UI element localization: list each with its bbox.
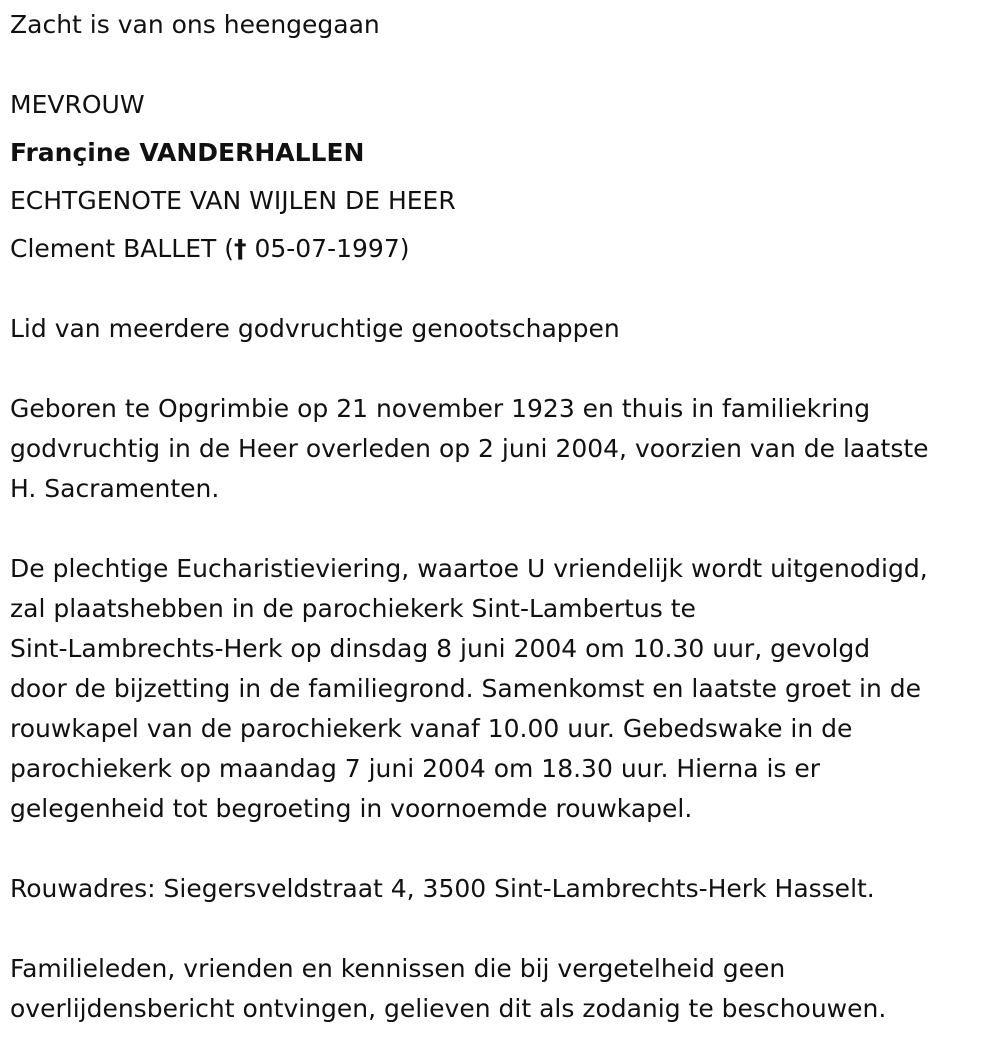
birth-line-3: H. Sacramenten. (10, 474, 220, 503)
closing-line-1: Familieleden, vrienden en kennissen die bij vergetelheid geen (10, 954, 786, 983)
mourning-address: Rouwadres: Siegersveldstraat 4, 3500 Sint-Lambrechts-Herk Hasselt. (10, 874, 875, 903)
spouse-line (10, 229, 410, 269)
ceremony-line-1: De plechtige Eucharistieviering, waartoe U vriendelijk wordt uitgenodigd, (10, 554, 928, 583)
ceremony-line-5: rouwkapel van de parochiekerk vanaf 10.00 uur. Gebedswake in de (10, 714, 853, 743)
birth-line-1: Geboren te Opgrimbie op 21 november 1923 en thuis in familiekring (10, 394, 871, 423)
ceremony-line-4: door de bijzetting in de familiegrond. Samenkomst en laatste groet in de (10, 674, 921, 703)
birth-line-2: godvruchtig in de Heer overleden op 2 juni 2004, voorzien van de laatste (10, 434, 929, 463)
ceremony-line-6: parochiekerk op maandag 7 juni 2004 om 18.30 uur. Hierna is er (10, 754, 821, 783)
deceased-name: Françine VANDERHALLEN (10, 138, 365, 167)
closing-line-2: overlijdensbericht ontvingen, gelieven dit als zodanig te beschouwen. (10, 994, 887, 1023)
spouse-name: Clement BALLET ( (10, 234, 234, 263)
intro-line: Zacht is van ons heengegaan (10, 10, 380, 39)
spouse-death-date: 05-07-1997) (246, 234, 410, 263)
ceremony-line-7: gelegenheid tot begroeting in voornoemde rouwkapel. (10, 794, 693, 823)
membership-line: Lid van meerdere godvruchtige genootschappen (10, 314, 620, 343)
ceremony-line-2: zal plaatshebben in de parochiekerk Sint-Lambertus te (10, 594, 696, 623)
ceremony-line-3: Sint-Lambrechts-Herk op dinsdag 8 juni 2004 om 10.30 uur, gevolgd (10, 634, 871, 663)
spouse-title: ECHTGENOTE VAN WIJLEN DE HEER (10, 186, 456, 215)
honorific: MEVROUW (10, 90, 145, 119)
cross-icon: † (234, 234, 247, 263)
